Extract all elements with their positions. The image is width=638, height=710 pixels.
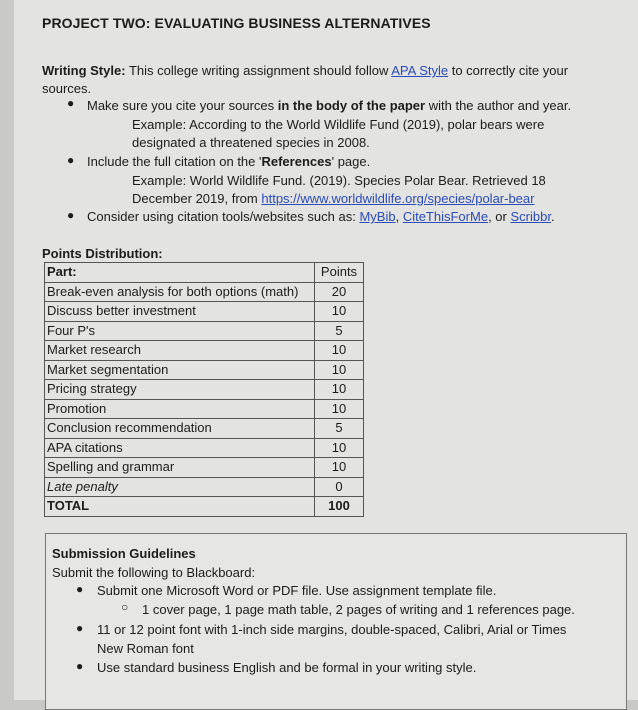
table-row: Discuss better investment 10: [45, 302, 364, 322]
page-title: PROJECT TWO: EVALUATING BUSINESS ALTERNATIVES: [42, 15, 431, 31]
points-table: [44, 262, 364, 517]
example-line: Example: According to the World Wildlife Fund (2019), polar bears were: [132, 117, 545, 132]
table-row: Promotion 10: [45, 399, 364, 419]
wwf-url-link[interactable]: https://www.worldwildlife.org/species/polar-bear: [261, 191, 535, 206]
document-page: [14, 0, 638, 700]
bullet-dot: ●: [67, 96, 75, 110]
mybib-link[interactable]: MyBib: [359, 209, 396, 224]
table-row-late-penalty: Late penalty 0: [45, 477, 364, 497]
example-line: designated a threatened species in 2008.: [132, 135, 370, 150]
bullet-dot: ●: [76, 659, 84, 673]
example-line: Example: World Wildlife Fund. (2019). Species Polar Bear. Retrieved 18: [132, 173, 546, 188]
bullet-cite-sources: Make sure you cite your sources in the body of the paper with the author and year.: [87, 98, 572, 113]
writing-style-text-after: to correctly cite your: [451, 63, 569, 78]
total-label: TOTAL: [45, 497, 315, 517]
table-row-total: [45, 497, 364, 517]
table-row: Conclusion recommendation 5: [45, 419, 364, 439]
sub-bullet-circle: ○: [121, 600, 129, 614]
submission-bullet-english: Use standard business English and be formal in your writing style.: [97, 660, 477, 675]
submission-bullet-font: 11 or 12 point font with 1-inch side margins, double-spaced, Calibri, Arial or Times: [97, 622, 567, 637]
header-points: Points: [315, 263, 364, 283]
table-row: Market segmentation 10: [45, 360, 364, 380]
bold-body-of-paper: in the body of the paper: [277, 98, 426, 113]
submission-sub-bullet-pages: 1 cover page, 1 page math table, 2 pages of writing and 1 references page.: [142, 602, 575, 617]
submission-heading: Submission Guidelines: [52, 546, 196, 561]
writing-style-label: Writing Style:: [42, 63, 126, 78]
bullet-dot: ●: [67, 153, 75, 167]
bullet-dot: ●: [76, 621, 84, 635]
submission-intro: Submit the following to Blackboard:: [52, 565, 256, 580]
submission-bullet-file: Submit one Microsoft Word or PDF file. Use assignment template file.: [97, 583, 497, 598]
submission-bullet-font-cont: New Roman font: [97, 641, 194, 656]
header-part: Part:: [45, 263, 315, 283]
writing-style-line2: sources.: [42, 81, 92, 96]
table-row: Break-even analysis for both options (math) 20: [45, 282, 364, 302]
table-row: APA citations 10: [45, 438, 364, 458]
bullet-full-citation: Include the full citation on the 'References' page.: [87, 154, 371, 169]
table-row: Pricing strategy 10: [45, 380, 364, 400]
table-header-row: [45, 263, 364, 283]
citethisforme-link[interactable]: CiteThisForMe: [402, 209, 489, 224]
writing-style-text: This college writing assignment should follow: [128, 63, 389, 78]
points-heading: Points Distribution:: [42, 246, 163, 261]
bullet-dot: ●: [76, 582, 84, 596]
bold-references: References: [261, 154, 332, 169]
table-row: Market research 10: [45, 341, 364, 361]
table-row: Spelling and grammar 10: [45, 458, 364, 478]
submission-guidelines-box: [45, 533, 627, 710]
table-row: Four P's 5: [45, 321, 364, 341]
writing-style-line1: [42, 62, 568, 79]
bullet-dot: ●: [67, 208, 75, 222]
total-points: 100: [315, 497, 364, 517]
bullet-citation-tools: Consider using citation tools/websites such as: MyBib, CiteThisForMe, or Scribbr.: [87, 209, 555, 224]
example-line: December 2019, from https://www.worldwildlife.org/species/polar-bear: [132, 191, 535, 206]
scribbr-link[interactable]: Scribbr: [510, 209, 551, 224]
apa-style-link[interactable]: APA Style: [391, 63, 449, 78]
